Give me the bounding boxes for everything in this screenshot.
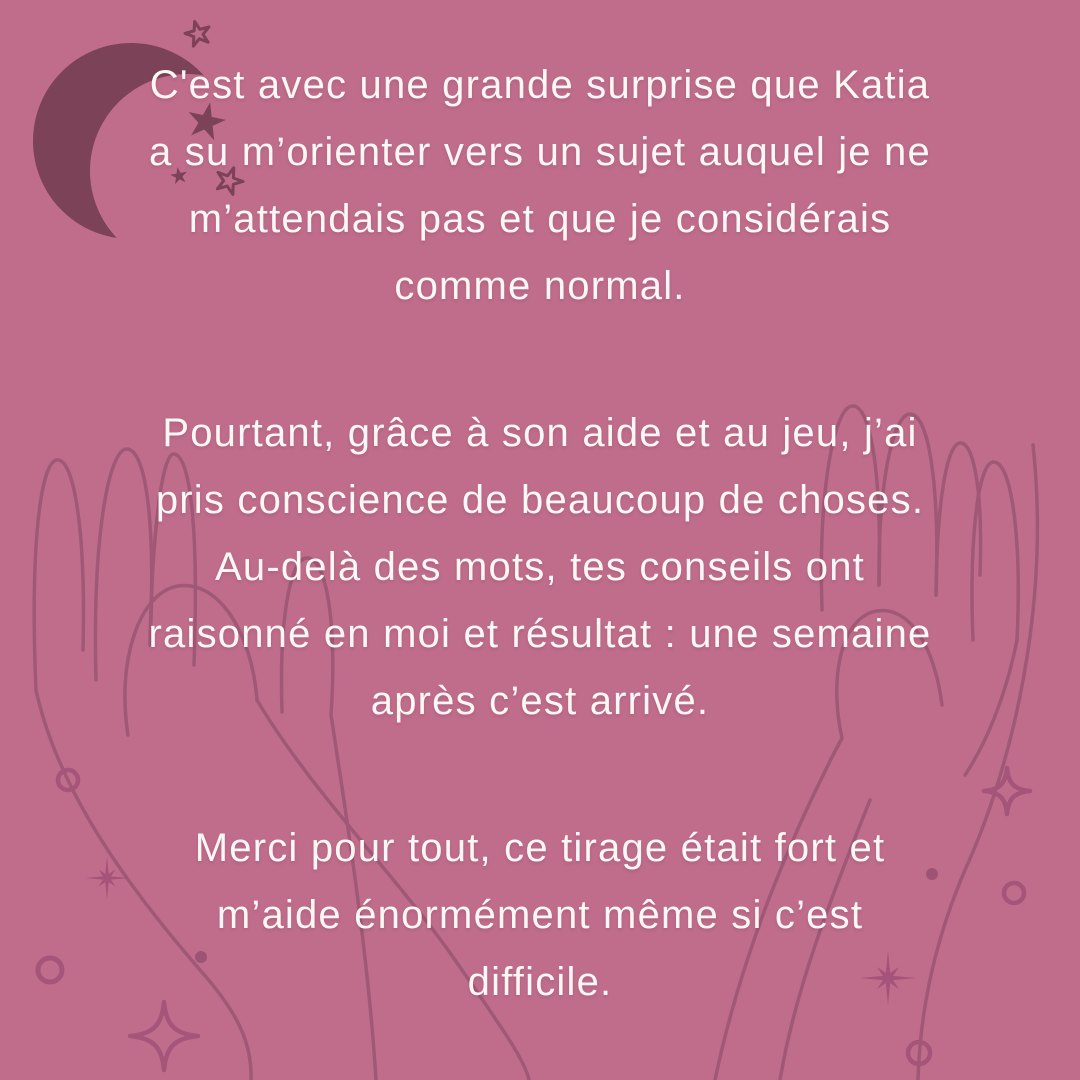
testimonial-paragraph-3 <box>0 815 1080 1016</box>
quote-line: pris conscience de beaucoup de choses. <box>155 478 925 522</box>
quote-line: Au-delà des mots, tes conseils ont <box>215 545 865 589</box>
quote-line: C'est avec une grande surprise que Katia <box>149 63 931 107</box>
quote-line: raisonné en moi et résultat : une semaine <box>148 612 932 656</box>
testimonial-text <box>0 52 1080 1016</box>
testimonial-paragraph-2 <box>0 400 1080 735</box>
quote-line: m’aide énormément même si c’est <box>216 893 864 937</box>
quote-line: a su m’orienter vers un sujet auquel je ne <box>149 130 931 174</box>
quote-line: comme normal. <box>394 264 686 308</box>
star-outline-icon <box>183 18 213 47</box>
quote-line: m’attendais pas et que je considérais <box>188 197 892 241</box>
quote-line: après c’est arrivé. <box>370 679 710 723</box>
quote-line: Merci pour tout, ce tirage était fort et <box>194 826 886 870</box>
quote-line: difficile. <box>467 960 613 1004</box>
quote-line: Pourtant, grâce à son aide et au jeu, j’ai <box>162 411 918 455</box>
testimonial-paragraph-1 <box>0 52 1080 320</box>
